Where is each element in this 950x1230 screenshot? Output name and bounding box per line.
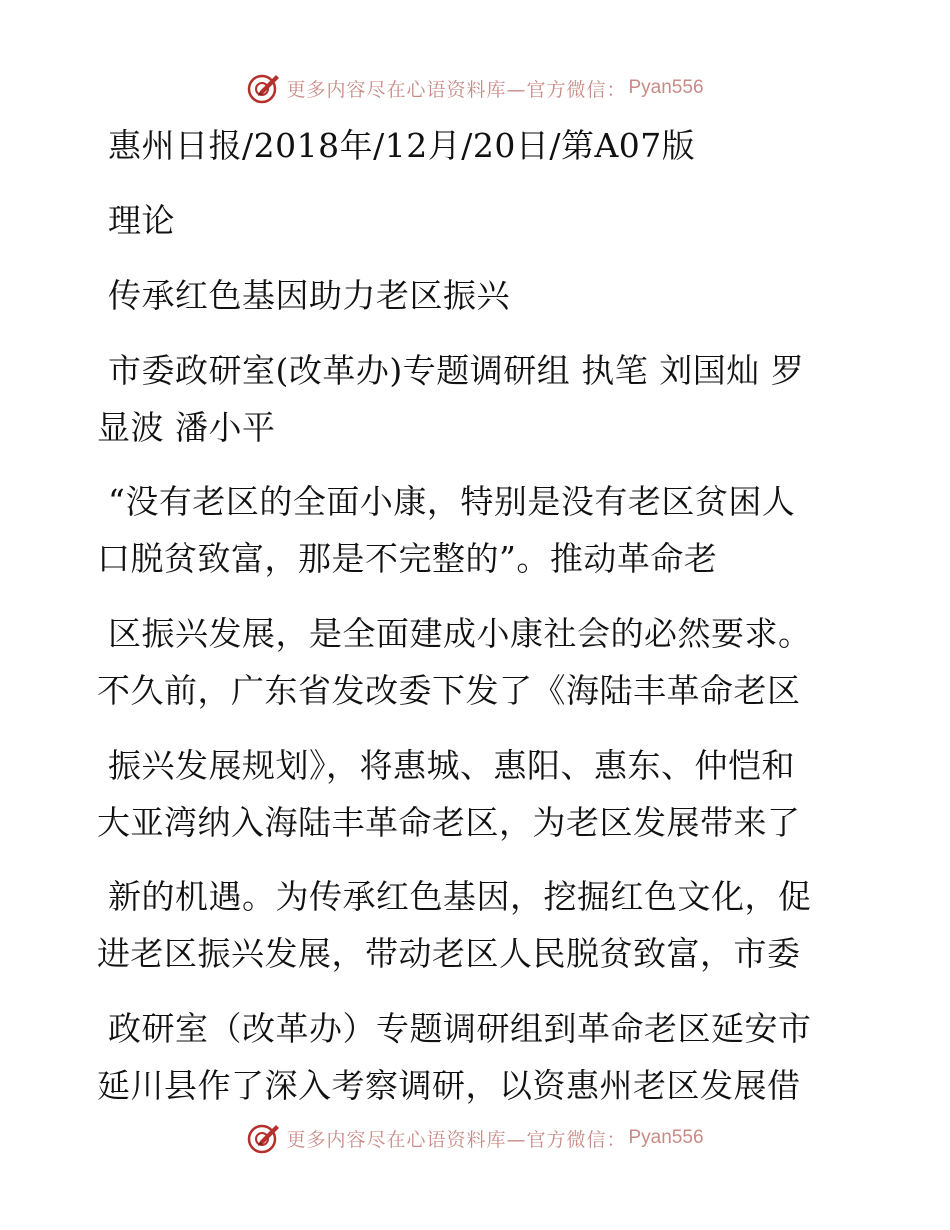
article-source-line: 惠州日报/2018年/12月/20日/第A07版: [108, 126, 696, 165]
watermark-wechat-id: Pyan556: [628, 1127, 704, 1148]
watermark-header: [0, 68, 950, 108]
article-byline-cont: 显波 潘小平: [97, 408, 276, 447]
article-paragraph-line: “没有老区的全面小康，特别是没有老区贫困人: [108, 482, 796, 521]
watermark-wechat-id: Pyan556: [628, 77, 704, 98]
pen-logo-icon: [246, 71, 280, 105]
article-paragraph-line: 振兴发展规划》，将惠城、惠阳、惠东、仲恺和: [108, 746, 795, 785]
pen-logo-icon: [246, 1121, 280, 1155]
article-title: 传承红色基因助力老区振兴: [108, 276, 510, 315]
article-paragraph-line: 不久前，广东省发改委下发了《海陆丰革命老区: [97, 671, 801, 710]
article-section: 理论: [108, 201, 175, 240]
watermark-footer: [0, 1118, 950, 1158]
article-paragraph-line: 政研室（改革办）专题调研组到革命老区延安市: [108, 1009, 812, 1048]
article-paragraph-line: 进老区振兴发展，带动老区人民脱贫致富，市委: [97, 934, 801, 973]
article-paragraph-line: 延川县作了深入考察调研，以资惠州老区发展借: [97, 1066, 801, 1105]
article-paragraph-line: 口脱贫致富，那是不完整的”。推动革命老: [97, 539, 718, 578]
watermark-text: 更多内容尽在心语资料库—官方微信：: [286, 1128, 627, 1151]
article-paragraph-line: 大亚湾纳入海陆丰革命老区，为老区发展带来了: [97, 803, 801, 842]
article-byline: 市委政研室(改革办)专题调研组 执笔 刘国灿 罗: [108, 351, 805, 390]
article-paragraph-line: 新的机遇。为传承红色基因，挖掘红色文化，促: [108, 877, 812, 916]
article-paragraph-line: 区振兴发展，是全面建成小康社会的必然要求。: [108, 614, 812, 653]
watermark-text: 更多内容尽在心语资料库—官方微信：: [286, 78, 627, 101]
